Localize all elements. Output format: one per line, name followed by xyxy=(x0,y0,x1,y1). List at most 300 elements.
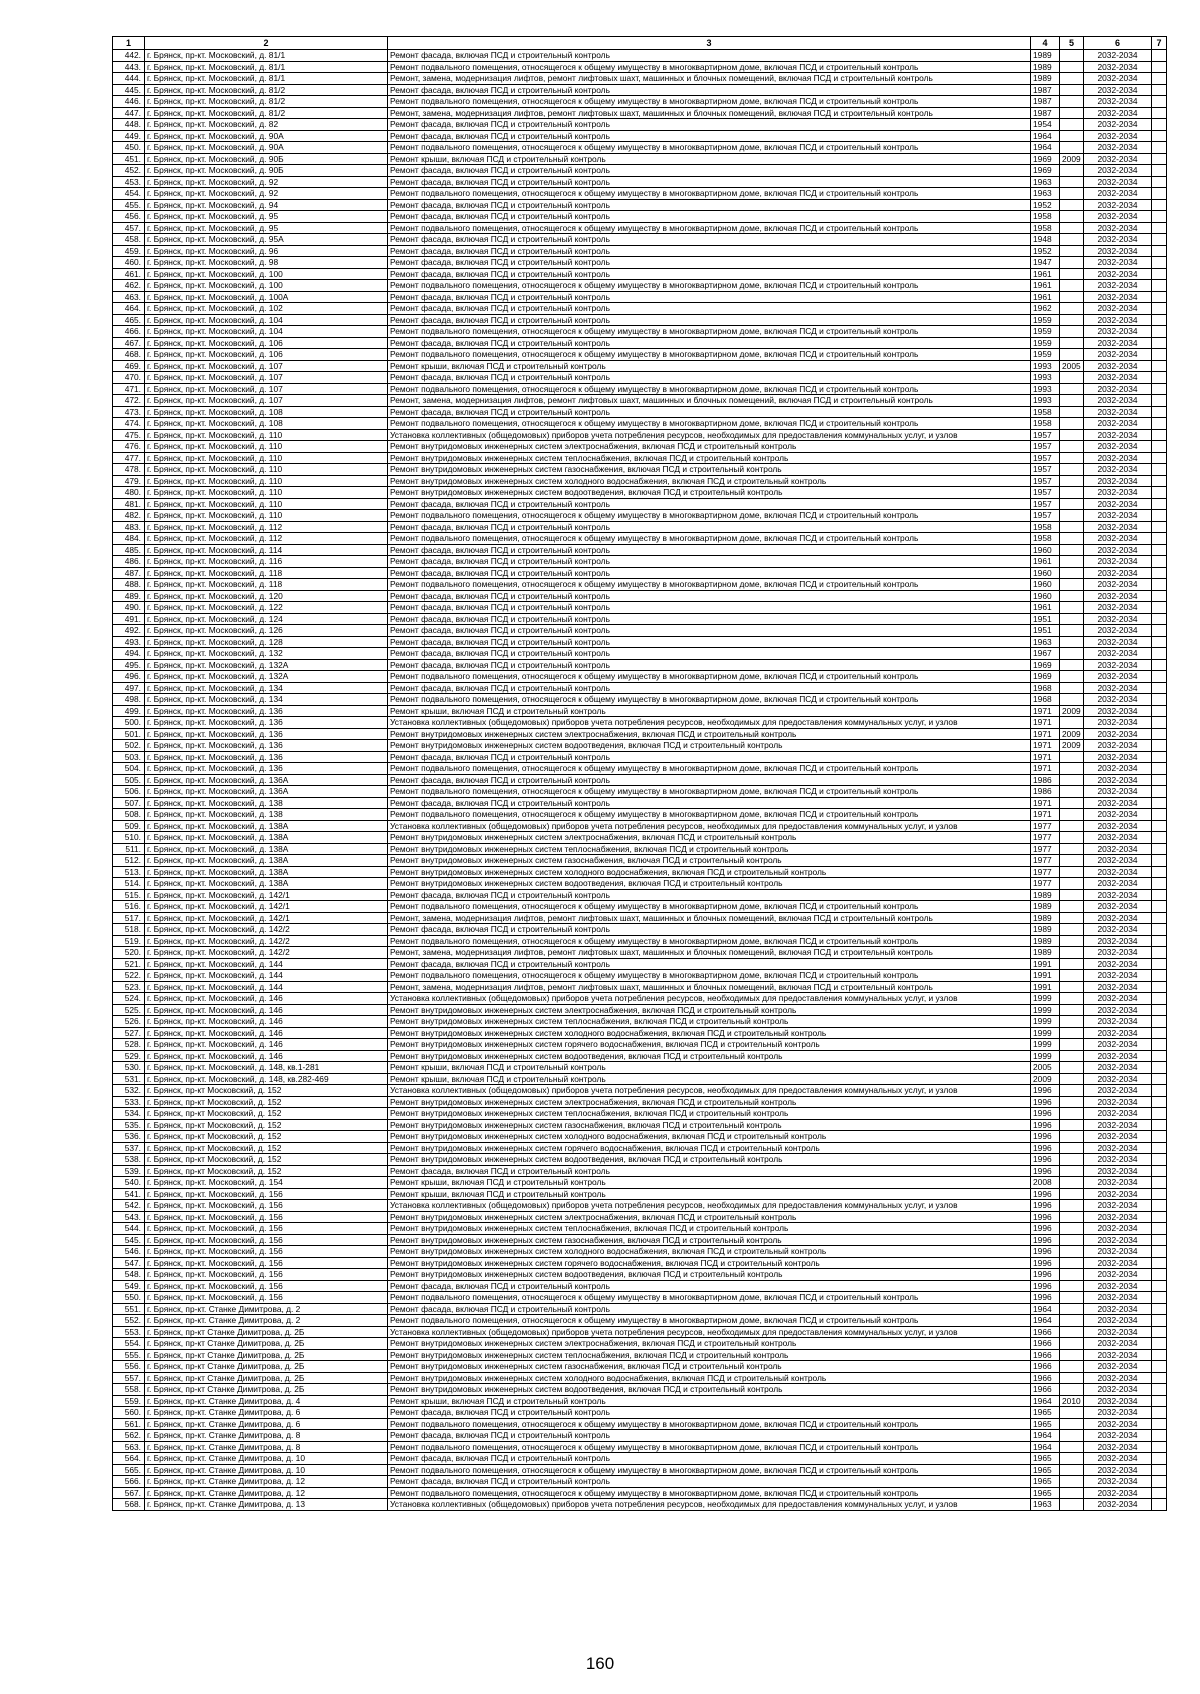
planned-period-cell: 2032-2034 xyxy=(1084,107,1152,119)
build-year-cell: 1968 xyxy=(1031,682,1060,694)
note-cell xyxy=(1152,556,1167,568)
table-row xyxy=(113,268,1167,280)
planned-period-cell: 2032-2034 xyxy=(1084,1165,1152,1177)
table-row xyxy=(113,188,1167,200)
build-year-cell: 1989 xyxy=(1031,61,1060,73)
build-year-cell: 1989 xyxy=(1031,924,1060,936)
address-cell: г. Брянск, пр-кт. Московский, д. 106 xyxy=(145,349,388,361)
last-repair-year-cell xyxy=(1060,878,1084,890)
table-row xyxy=(113,1211,1167,1223)
last-repair-year-cell xyxy=(1060,751,1084,763)
build-year-cell: 1996 xyxy=(1031,1257,1060,1269)
last-repair-year-cell xyxy=(1060,556,1084,568)
note-cell xyxy=(1152,257,1167,269)
planned-period-cell: 2032-2034 xyxy=(1084,993,1152,1005)
last-repair-year-cell xyxy=(1060,993,1084,1005)
note-cell xyxy=(1152,648,1167,660)
address-cell: г. Брянск, пр-кт. Станке Димитрова, д. 12 xyxy=(145,1487,388,1499)
planned-period-cell: 2032-2034 xyxy=(1084,832,1152,844)
row-number: 470. xyxy=(113,372,145,384)
row-number: 507. xyxy=(113,797,145,809)
planned-period-cell: 2032-2034 xyxy=(1084,1292,1152,1304)
note-cell xyxy=(1152,50,1167,62)
address-cell: г. Брянск, пр-кт. Московский, д. 100А xyxy=(145,291,388,303)
table-row xyxy=(113,843,1167,855)
last-repair-year-cell xyxy=(1060,1487,1084,1499)
build-year-cell: 1964 xyxy=(1031,130,1060,142)
build-year-cell: 2008 xyxy=(1031,1177,1060,1189)
planned-period-cell: 2032-2034 xyxy=(1084,268,1152,280)
note-cell xyxy=(1152,1361,1167,1373)
note-cell xyxy=(1152,107,1167,119)
build-year-cell: 1964 xyxy=(1031,1430,1060,1442)
note-cell xyxy=(1152,1349,1167,1361)
address-cell: г. Брянск, пр-кт Московский, д. 152 xyxy=(145,1131,388,1143)
address-cell: г. Брянск, пр-кт. Московский, д. 98 xyxy=(145,257,388,269)
table-row xyxy=(113,866,1167,878)
last-repair-year-cell: 2010 xyxy=(1060,1395,1084,1407)
build-year-cell: 1989 xyxy=(1031,73,1060,85)
planned-period-cell: 2032-2034 xyxy=(1084,1407,1152,1419)
address-cell: г. Брянск, пр-кт. Московский, д. 156 xyxy=(145,1211,388,1223)
last-repair-year-cell: 2009 xyxy=(1060,728,1084,740)
address-cell: г. Брянск, пр-кт. Московский, д. 138А xyxy=(145,820,388,832)
address-cell: г. Брянск, пр-кт Станке Димитрова, д. 2Б xyxy=(145,1326,388,1338)
table-row xyxy=(113,544,1167,556)
table-row xyxy=(113,797,1167,809)
row-number: 565. xyxy=(113,1464,145,1476)
work-type-cell: Ремонт фасада, включая ПСД и строительный контроль xyxy=(388,659,1031,671)
work-type-cell: Установка коллективных (общедомовых) приборов учета потребления ресурсов, необходимых для предоставления коммунальных услуг, и узлов xyxy=(388,429,1031,441)
note-cell xyxy=(1152,395,1167,407)
note-cell xyxy=(1152,774,1167,786)
work-type-cell: Ремонт внутридомовых инженерных систем водоотведения, включая ПСД и строительный контроль xyxy=(388,1050,1031,1062)
column-header-3: 3 xyxy=(388,37,1031,50)
note-cell xyxy=(1152,843,1167,855)
note-cell xyxy=(1152,1246,1167,1258)
work-type-cell: Установка коллективных (общедомовых) приборов учета потребления ресурсов, необходимых для предоставления коммунальных услуг, и узлов xyxy=(388,1326,1031,1338)
build-year-cell: 1996 xyxy=(1031,1200,1060,1212)
row-number: 446. xyxy=(113,96,145,108)
last-repair-year-cell xyxy=(1060,337,1084,349)
row-number: 449. xyxy=(113,130,145,142)
planned-period-cell: 2032-2034 xyxy=(1084,1349,1152,1361)
row-number: 513. xyxy=(113,866,145,878)
address-cell: г. Брянск, пр-кт. Московский, д. 138А xyxy=(145,855,388,867)
build-year-cell: 1967 xyxy=(1031,648,1060,660)
last-repair-year-cell xyxy=(1060,1292,1084,1304)
planned-period-cell: 2032-2034 xyxy=(1084,84,1152,96)
note-cell xyxy=(1152,1384,1167,1396)
address-cell: г. Брянск, пр-кт. Станке Димитрова, д. 13 xyxy=(145,1499,388,1511)
build-year-cell: 1987 xyxy=(1031,84,1060,96)
planned-period-cell: 2032-2034 xyxy=(1084,717,1152,729)
build-year-cell: 1958 xyxy=(1031,211,1060,223)
note-cell xyxy=(1152,475,1167,487)
table-row xyxy=(113,372,1167,384)
table-row xyxy=(113,314,1167,326)
note-cell xyxy=(1152,1142,1167,1154)
last-repair-year-cell xyxy=(1060,1223,1084,1235)
planned-period-cell: 2032-2034 xyxy=(1084,533,1152,545)
note-cell xyxy=(1152,441,1167,453)
address-cell: г. Брянск, пр-кт. Московский, д. 136 xyxy=(145,751,388,763)
last-repair-year-cell xyxy=(1060,1062,1084,1074)
work-type-cell: Ремонт фасада, включая ПСД и строительный контроль xyxy=(388,337,1031,349)
note-cell xyxy=(1152,1395,1167,1407)
planned-period-cell: 2032-2034 xyxy=(1084,452,1152,464)
work-type-cell: Ремонт фасада, включая ПСД и строительный контроль xyxy=(388,682,1031,694)
address-cell: г. Брянск, пр-кт. Московский, д. 112 xyxy=(145,533,388,545)
build-year-cell: 2005 xyxy=(1031,1062,1060,1074)
work-type-cell: Ремонт подвального помещения, относящегося к общему имуществу в многоквартирном доме, включая ПСД и строительный контроль xyxy=(388,1292,1031,1304)
last-repair-year-cell xyxy=(1060,50,1084,62)
address-cell: г. Брянск, пр-кт. Московский, д. 102 xyxy=(145,303,388,315)
work-type-cell: Ремонт, замена, модернизация лифтов, ремонт лифтовых шахт, машинных и блочных помещений, включая ПСД и строительный контроль xyxy=(388,395,1031,407)
table-row xyxy=(113,1188,1167,1200)
address-cell: г. Брянск, пр-кт. Московский, д. 156 xyxy=(145,1280,388,1292)
row-number: 567. xyxy=(113,1487,145,1499)
row-number: 514. xyxy=(113,878,145,890)
address-cell: г. Брянск, пр-кт Московский, д. 152 xyxy=(145,1096,388,1108)
row-number: 527. xyxy=(113,1027,145,1039)
note-cell xyxy=(1152,337,1167,349)
last-repair-year-cell xyxy=(1060,809,1084,821)
last-repair-year-cell xyxy=(1060,1096,1084,1108)
build-year-cell: 1996 xyxy=(1031,1142,1060,1154)
table-row xyxy=(113,1303,1167,1315)
row-number: 472. xyxy=(113,395,145,407)
build-year-cell: 1948 xyxy=(1031,234,1060,246)
note-cell xyxy=(1152,602,1167,614)
row-number: 560. xyxy=(113,1407,145,1419)
work-type-cell: Ремонт подвального помещения, относящегося к общему имуществу в многоквартирном доме, включая ПСД и строительный контроль xyxy=(388,1315,1031,1327)
build-year-cell: 1958 xyxy=(1031,418,1060,430)
row-number: 474. xyxy=(113,418,145,430)
address-cell: г. Брянск, пр-кт. Московский, д. 118 xyxy=(145,567,388,579)
work-type-cell: Ремонт крыши, включая ПСД и строительный контроль xyxy=(388,705,1031,717)
build-year-cell: 1951 xyxy=(1031,613,1060,625)
note-cell xyxy=(1152,245,1167,257)
last-repair-year-cell: 2009 xyxy=(1060,705,1084,717)
build-year-cell: 1996 xyxy=(1031,1085,1060,1097)
table-row xyxy=(113,556,1167,568)
table-row xyxy=(113,1165,1167,1177)
last-repair-year-cell xyxy=(1060,1119,1084,1131)
address-cell: г. Брянск, пр-кт. Московский, д. 138А xyxy=(145,866,388,878)
last-repair-year-cell xyxy=(1060,1315,1084,1327)
table-row xyxy=(113,464,1167,476)
planned-period-cell: 2032-2034 xyxy=(1084,199,1152,211)
build-year-cell: 1996 xyxy=(1031,1292,1060,1304)
address-cell: г. Брянск, пр-кт. Московский, д. 81/1 xyxy=(145,61,388,73)
row-number: 539. xyxy=(113,1165,145,1177)
last-repair-year-cell xyxy=(1060,314,1084,326)
row-number: 493. xyxy=(113,636,145,648)
last-repair-year-cell xyxy=(1060,188,1084,200)
work-type-cell: Ремонт внутридомовых инженерных систем теплоснабжения, включая ПСД и строительный контроль xyxy=(388,452,1031,464)
last-repair-year-cell xyxy=(1060,1177,1084,1189)
work-type-cell: Ремонт, замена, модернизация лифтов, ремонт лифтовых шахт, машинных и блочных помещений, включая ПСД и строительный контроль xyxy=(388,912,1031,924)
planned-period-cell: 2032-2034 xyxy=(1084,257,1152,269)
planned-period-cell: 2032-2034 xyxy=(1084,579,1152,591)
address-cell: г. Брянск, пр-кт. Московский, д. 146 xyxy=(145,1050,388,1062)
address-cell: г. Брянск, пр-кт. Московский, д. 142/2 xyxy=(145,935,388,947)
work-type-cell: Ремонт подвального помещения, относящегося к общему имуществу в многоквартирном доме, включая ПСД и строительный контроль xyxy=(388,671,1031,683)
row-number: 499. xyxy=(113,705,145,717)
last-repair-year-cell xyxy=(1060,717,1084,729)
header-row xyxy=(113,37,1167,50)
build-year-cell: 1961 xyxy=(1031,280,1060,292)
work-type-cell: Ремонт подвального помещения, относящегося к общему имуществу в многоквартирном доме, включая ПСД и строительный контроль xyxy=(388,188,1031,200)
build-year-cell: 1971 xyxy=(1031,797,1060,809)
note-cell xyxy=(1152,1154,1167,1166)
build-year-cell: 1999 xyxy=(1031,993,1060,1005)
planned-period-cell: 2032-2034 xyxy=(1084,1223,1152,1235)
table-row xyxy=(113,1016,1167,1028)
address-cell: г. Брянск, пр-кт. Московский, д. 156 xyxy=(145,1269,388,1281)
note-cell xyxy=(1152,613,1167,625)
last-repair-year-cell xyxy=(1060,1234,1084,1246)
work-type-cell: Ремонт внутридомовых инженерных систем газоснабжения, включая ПСД и строительный контроль xyxy=(388,1119,1031,1131)
table-row xyxy=(113,970,1167,982)
work-type-cell: Ремонт фасада, включая ПСД и строительный контроль xyxy=(388,291,1031,303)
build-year-cell: 1996 xyxy=(1031,1269,1060,1281)
build-year-cell: 1991 xyxy=(1031,970,1060,982)
note-cell xyxy=(1152,533,1167,545)
build-year-cell: 1996 xyxy=(1031,1211,1060,1223)
planned-period-cell: 2032-2034 xyxy=(1084,349,1152,361)
row-number: 508. xyxy=(113,809,145,821)
build-year-cell: 1993 xyxy=(1031,372,1060,384)
last-repair-year-cell xyxy=(1060,924,1084,936)
last-repair-year-cell xyxy=(1060,1418,1084,1430)
address-cell: г. Брянск, пр-кт. Московский, д. 156 xyxy=(145,1223,388,1235)
work-type-cell: Ремонт фасада, включая ПСД и строительный контроль xyxy=(388,176,1031,188)
build-year-cell: 1966 xyxy=(1031,1338,1060,1350)
table-row xyxy=(113,728,1167,740)
work-type-cell: Ремонт фасада, включая ПСД и строительный контроль xyxy=(388,567,1031,579)
table-row xyxy=(113,452,1167,464)
last-repair-year-cell xyxy=(1060,1211,1084,1223)
planned-period-cell: 2032-2034 xyxy=(1084,1062,1152,1074)
work-type-cell: Ремонт внутридомовых инженерных систем холодного водоснабжения, включая ПСД и строительный контроль xyxy=(388,1372,1031,1384)
last-repair-year-cell xyxy=(1060,958,1084,970)
build-year-cell: 1989 xyxy=(1031,901,1060,913)
work-type-cell: Ремонт подвального помещения, относящегося к общему имуществу в многоквартирном доме, включая ПСД и строительный контроль xyxy=(388,142,1031,154)
work-type-cell: Ремонт фасада, включая ПСД и строительный контроль xyxy=(388,257,1031,269)
address-cell: г. Брянск, пр-кт. Московский, д. 96 xyxy=(145,245,388,257)
planned-period-cell: 2032-2034 xyxy=(1084,1234,1152,1246)
note-cell xyxy=(1152,349,1167,361)
last-repair-year-cell xyxy=(1060,970,1084,982)
address-cell: г. Брянск, пр-кт Московский, д. 152 xyxy=(145,1165,388,1177)
work-type-cell: Ремонт фасада, включая ПСД и строительный контроль xyxy=(388,1453,1031,1465)
build-year-cell: 1989 xyxy=(1031,889,1060,901)
table-row xyxy=(113,498,1167,510)
note-cell xyxy=(1152,1441,1167,1453)
table-row xyxy=(113,349,1167,361)
table-row xyxy=(113,993,1167,1005)
note-cell xyxy=(1152,866,1167,878)
table-row xyxy=(113,153,1167,165)
last-repair-year-cell xyxy=(1060,1142,1084,1154)
column-header-7: 7 xyxy=(1152,37,1167,50)
planned-period-cell: 2032-2034 xyxy=(1084,1384,1152,1396)
work-type-cell: Ремонт фасада, включая ПСД и строительный контроль xyxy=(388,268,1031,280)
column-header-2: 2 xyxy=(145,37,388,50)
row-number: 548. xyxy=(113,1269,145,1281)
address-cell: г. Брянск, пр-кт Московский, д. 152 xyxy=(145,1085,388,1097)
address-cell: г. Брянск, пр-кт. Московский, д. 107 xyxy=(145,395,388,407)
work-type-cell: Ремонт фасада, включая ПСД и строительный контроль xyxy=(388,314,1031,326)
planned-period-cell: 2032-2034 xyxy=(1084,1039,1152,1051)
table-row xyxy=(113,475,1167,487)
address-cell: г. Брянск, пр-кт. Московский, д. 104 xyxy=(145,314,388,326)
address-cell: г. Брянск, пр-кт. Московский, д. 146 xyxy=(145,1016,388,1028)
row-number: 524. xyxy=(113,993,145,1005)
planned-period-cell: 2032-2034 xyxy=(1084,1142,1152,1154)
last-repair-year-cell xyxy=(1060,521,1084,533)
build-year-cell: 1963 xyxy=(1031,188,1060,200)
address-cell: г. Брянск, пр-кт. Московский, д. 156 xyxy=(145,1292,388,1304)
note-cell xyxy=(1152,1487,1167,1499)
table-row xyxy=(113,1027,1167,1039)
table-row xyxy=(113,1487,1167,1499)
build-year-cell: 1960 xyxy=(1031,590,1060,602)
planned-period-cell: 2032-2034 xyxy=(1084,291,1152,303)
build-year-cell: 1996 xyxy=(1031,1234,1060,1246)
table-row xyxy=(113,625,1167,637)
note-cell xyxy=(1152,1280,1167,1292)
row-number: 479. xyxy=(113,475,145,487)
table-row xyxy=(113,602,1167,614)
build-year-cell: 1996 xyxy=(1031,1223,1060,1235)
work-type-cell: Установка коллективных (общедомовых) приборов учета потребления ресурсов, необходимых для предоставления коммунальных услуг, и узлов xyxy=(388,1200,1031,1212)
work-type-cell: Ремонт внутридомовых инженерных систем теплоснабжения, включая ПСД и строительный контроль xyxy=(388,1108,1031,1120)
note-cell xyxy=(1152,1085,1167,1097)
planned-period-cell: 2032-2034 xyxy=(1084,1119,1152,1131)
note-cell xyxy=(1152,130,1167,142)
work-type-cell: Ремонт фасада, включая ПСД и строительный контроль xyxy=(388,1303,1031,1315)
build-year-cell: 1977 xyxy=(1031,843,1060,855)
address-cell: г. Брянск, пр-кт. Станке Димитрова, д. 8 xyxy=(145,1430,388,1442)
planned-period-cell: 2032-2034 xyxy=(1084,981,1152,993)
address-cell: г. Брянск, пр-кт. Московский, д. 142/1 xyxy=(145,901,388,913)
planned-period-cell: 2032-2034 xyxy=(1084,970,1152,982)
planned-period-cell: 2032-2034 xyxy=(1084,360,1152,372)
note-cell xyxy=(1152,303,1167,315)
work-type-cell: Ремонт фасада, включая ПСД и строительный контроль xyxy=(388,889,1031,901)
last-repair-year-cell xyxy=(1060,843,1084,855)
work-type-cell: Ремонт фасада, включая ПСД и строительный контроль xyxy=(388,165,1031,177)
build-year-cell: 1957 xyxy=(1031,510,1060,522)
table-row xyxy=(113,659,1167,671)
note-cell xyxy=(1152,1188,1167,1200)
row-number: 533. xyxy=(113,1096,145,1108)
work-type-cell: Ремонт внутридомовых инженерных систем водоотведения, включая ПСД и строительный контроль xyxy=(388,1384,1031,1396)
row-number: 448. xyxy=(113,119,145,131)
row-number: 471. xyxy=(113,383,145,395)
address-cell: г. Брянск, пр-кт. Московский, д. 132А xyxy=(145,659,388,671)
row-number: 500. xyxy=(113,717,145,729)
address-cell: г. Брянск, пр-кт. Московский, д. 110 xyxy=(145,498,388,510)
work-type-cell: Ремонт подвального помещения, относящегося к общему имуществу в многоквартирном доме, включая ПСД и строительный контроль xyxy=(388,1418,1031,1430)
note-cell xyxy=(1152,1119,1167,1131)
planned-period-cell: 2032-2034 xyxy=(1084,659,1152,671)
build-year-cell: 1971 xyxy=(1031,809,1060,821)
table-row xyxy=(113,1234,1167,1246)
planned-period-cell: 2032-2034 xyxy=(1084,61,1152,73)
address-cell: г. Брянск, пр-кт. Московский, д. 95 xyxy=(145,211,388,223)
last-repair-year-cell xyxy=(1060,165,1084,177)
row-number: 523. xyxy=(113,981,145,993)
note-cell xyxy=(1152,981,1167,993)
note-cell xyxy=(1152,222,1167,234)
planned-period-cell: 2032-2034 xyxy=(1084,176,1152,188)
work-type-cell: Ремонт подвального помещения, относящегося к общему имуществу в многоквартирном доме, включая ПСД и строительный контроль xyxy=(388,326,1031,338)
build-year-cell: 1965 xyxy=(1031,1453,1060,1465)
row-number: 480. xyxy=(113,487,145,499)
build-year-cell: 1958 xyxy=(1031,521,1060,533)
build-year-cell: 1960 xyxy=(1031,579,1060,591)
build-year-cell: 1987 xyxy=(1031,96,1060,108)
row-number: 551. xyxy=(113,1303,145,1315)
address-cell: г. Брянск, пр-кт. Московский, д. 142/2 xyxy=(145,924,388,936)
row-number: 544. xyxy=(113,1223,145,1235)
last-repair-year-cell xyxy=(1060,1384,1084,1396)
note-cell xyxy=(1152,1039,1167,1051)
table-row xyxy=(113,142,1167,154)
address-cell: г. Брянск, пр-кт Московский, д. 152 xyxy=(145,1108,388,1120)
note-cell xyxy=(1152,73,1167,85)
work-type-cell: Ремонт фасада, включая ПСД и строительный контроль xyxy=(388,303,1031,315)
build-year-cell: 1991 xyxy=(1031,981,1060,993)
note-cell xyxy=(1152,510,1167,522)
table-row xyxy=(113,510,1167,522)
note-cell xyxy=(1152,498,1167,510)
row-number: 535. xyxy=(113,1119,145,1131)
note-cell xyxy=(1152,705,1167,717)
address-cell: г. Брянск, пр-кт. Станке Димитрова, д. 8 xyxy=(145,1441,388,1453)
work-type-cell: Ремонт фасада, включая ПСД и строительный контроль xyxy=(388,556,1031,568)
note-cell xyxy=(1152,1073,1167,1085)
address-cell: г. Брянск, пр-кт. Московский, д. 142/1 xyxy=(145,912,388,924)
build-year-cell: 1971 xyxy=(1031,763,1060,775)
note-cell xyxy=(1152,970,1167,982)
table-row xyxy=(113,705,1167,717)
address-cell: г. Брянск, пр-кт. Московский, д. 90Б xyxy=(145,165,388,177)
planned-period-cell: 2032-2034 xyxy=(1084,901,1152,913)
table-row xyxy=(113,1453,1167,1465)
work-type-cell: Ремонт фасада, включая ПСД и строительный контроль xyxy=(388,625,1031,637)
row-number: 459. xyxy=(113,245,145,257)
work-type-cell: Ремонт подвального помещения, относящегося к общему имуществу в многоквартирном доме, включая ПСД и строительный контроль xyxy=(388,809,1031,821)
work-type-cell: Ремонт подвального помещения, относящегося к общему имуществу в многоквартирном доме, включая ПСД и строительный контроль xyxy=(388,579,1031,591)
note-cell xyxy=(1152,1372,1167,1384)
build-year-cell: 1959 xyxy=(1031,337,1060,349)
table-row xyxy=(113,257,1167,269)
table-row xyxy=(113,429,1167,441)
note-cell xyxy=(1152,728,1167,740)
planned-period-cell: 2032-2034 xyxy=(1084,1372,1152,1384)
planned-period-cell: 2032-2034 xyxy=(1084,786,1152,798)
last-repair-year-cell xyxy=(1060,487,1084,499)
work-type-cell: Установка коллективных (общедомовых) приборов учета потребления ресурсов, необходимых для предоставления коммунальных услуг, и узлов xyxy=(388,1499,1031,1511)
last-repair-year-cell xyxy=(1060,372,1084,384)
note-cell xyxy=(1152,314,1167,326)
last-repair-year-cell xyxy=(1060,786,1084,798)
